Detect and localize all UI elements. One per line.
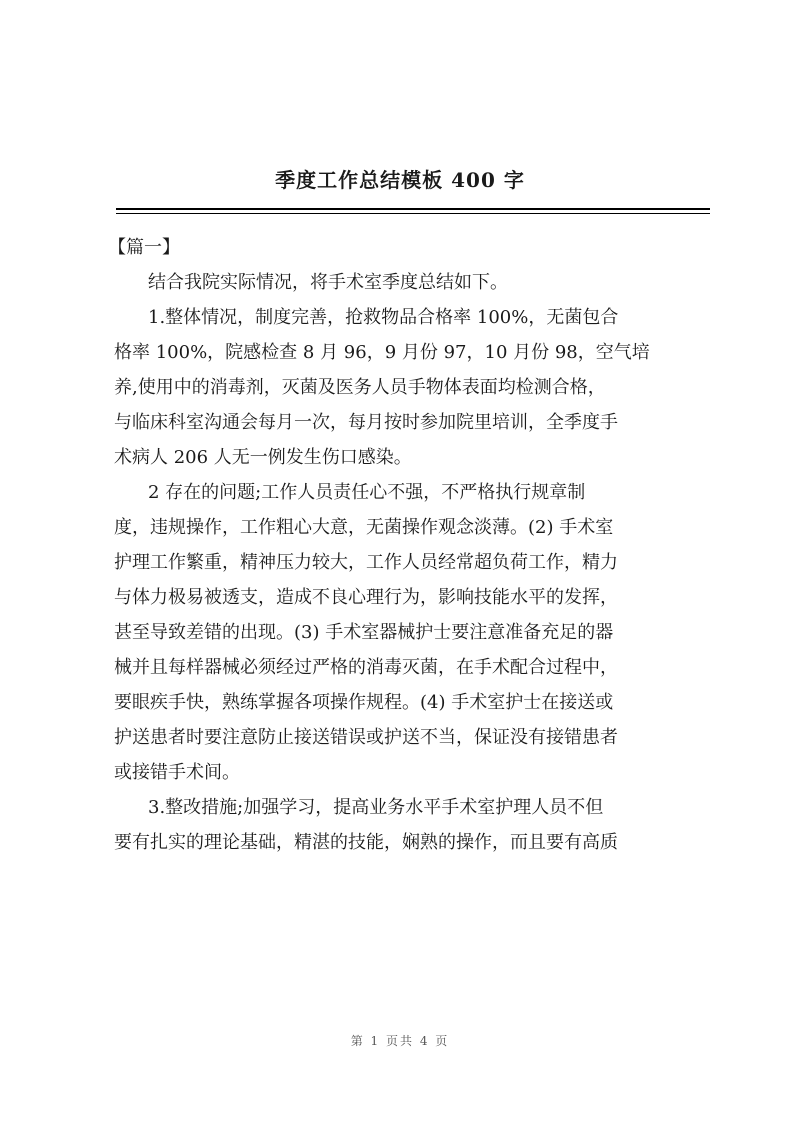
- document-body: [108, 230, 710, 860]
- section-heading: 【篇一】: [108, 237, 180, 258]
- paragraph-line: 械并且每样器械必须经过严格的消毒灭菌，在手术配合过程中，: [114, 657, 618, 678]
- paragraph-line: 要眼疾手快，熟练掌握各项操作规程。(4) 手术室护士在接送或: [114, 692, 614, 713]
- page-title: 季度工作总结模板 400 字: [275, 168, 525, 192]
- paragraph-line: 要有扎实的理论基础，精湛的技能，娴熟的操作，而且要有高质: [114, 832, 618, 853]
- page-number-footer: 第 1 页共 4 页: [350, 1034, 450, 1048]
- title-divider-thin: [116, 213, 710, 214]
- paragraph-line: 结合我院实际情况，将手术室季度总结如下。: [148, 272, 508, 293]
- paragraph-line: 甚至导致差错的出现。(3) 手术室器械护士要注意准备充足的器: [114, 622, 614, 643]
- title-divider: [116, 208, 710, 210]
- paragraph-line: 1.整体情况，制度完善，抢救物品合格率 100%，无菌包合: [148, 307, 619, 328]
- paragraph-line: 术病人 206 人无一例发生伤口感染。: [114, 447, 412, 468]
- paragraph-line: 2 存在的问题;工作人员责任心不强，不严格执行规章制: [148, 482, 586, 503]
- paragraph-line: 或接错手术间。: [114, 762, 240, 783]
- paragraph-line: 护理工作繁重，精神压力较大，工作人员经常超负荷工作，精力: [114, 552, 618, 573]
- paragraph-line: 3.整改措施;加强学习，提高业务水平手术室护理人员不但: [148, 797, 604, 818]
- paragraph-line: 护送患者时要注意防止接送错误或护送不当，保证没有接错患者: [114, 727, 618, 748]
- paragraph-line: 养,使用中的消毒剂，灭菌及医务人员手物体表面均检测合格，: [114, 377, 606, 398]
- paragraph-line: 与临床科室沟通会每月一次，每月按时参加院里培训，全季度手: [114, 412, 618, 433]
- paragraph-line: 格率 100%，院感检查 8 月 96，9 月份 97，10 月份 98，空气培: [114, 342, 650, 363]
- paragraph-line: 与体力极易被透支，造成不良心理行为，影响技能水平的发挥，: [114, 587, 618, 608]
- paragraph-line: 度，违规操作，工作粗心大意，无菌操作观念淡薄。(2) 手术室: [114, 517, 614, 538]
